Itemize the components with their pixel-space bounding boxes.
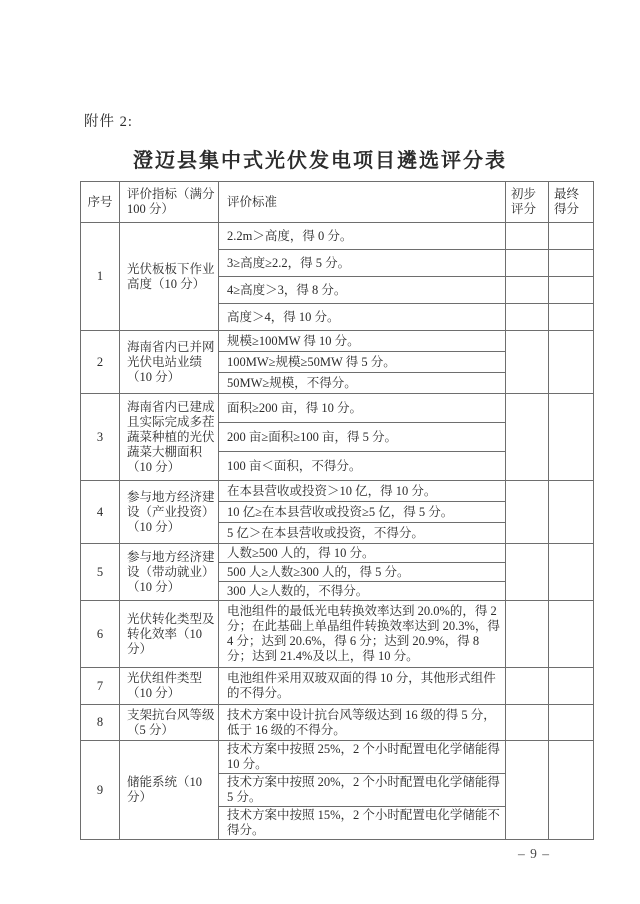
index-cell: 6	[81, 601, 120, 668]
indicator-cell: 光伏板板下作业高度（10 分）	[120, 223, 219, 331]
table-row	[81, 705, 594, 741]
criteria-cell: 2.2m＞高度，得 0 分。	[219, 223, 506, 250]
final-score-cell	[549, 394, 594, 481]
attachment-label: 附件 2:	[84, 114, 133, 130]
table-row	[81, 331, 594, 352]
final-score-cell	[549, 250, 594, 277]
preliminary-score-cell	[506, 250, 549, 277]
final-score-cell	[549, 304, 594, 331]
table-row	[81, 668, 594, 705]
final-score-cell	[549, 741, 594, 840]
indicator-cell: 支架抗台风等级（5 分）	[120, 705, 219, 741]
criteria-cell: 4≥高度＞3，得 8 分。	[219, 277, 506, 304]
preliminary-score-cell	[506, 304, 549, 331]
criteria-cell: 3≥高度≥2.2，得 5 分。	[219, 250, 506, 277]
criteria-cell: 电池组件采用双玻双面的得 10 分，其他形式组件的不得分。	[219, 668, 506, 705]
index-cell: 5	[81, 544, 120, 601]
preliminary-score-cell	[506, 331, 549, 394]
criteria-cell: 10 亿≥在本县营收或投资≥5 亿，得 5 分。	[219, 502, 506, 523]
criteria-cell: 电池组件的最低光电转换效率达到 20.0%的，得 2 分；在此基础上单晶组件转换效率达到 20.3%，得 4 分；达到 20.6%，得 6 分；达到 20.9%，得 8 分；达到 21.4%及以上，得 10 分。	[219, 601, 506, 668]
index-cell: 3	[81, 394, 120, 481]
preliminary-score-cell	[506, 394, 549, 481]
final-score-cell	[549, 544, 594, 601]
criteria-cell: 200 亩≥面积≥100 亩，得 5 分。	[219, 423, 506, 452]
indicator-cell: 参与地方经济建设（带动就业）（10 分）	[120, 544, 219, 601]
col-header-preliminary-score: 初步评分	[506, 182, 549, 223]
final-score-cell	[549, 668, 594, 705]
criteria-cell: 100 亩＜面积，不得分。	[219, 452, 506, 481]
index-cell: 9	[81, 741, 120, 840]
index-cell: 4	[81, 481, 120, 544]
criteria-cell: 300 人≥人数的，不得分。	[219, 582, 506, 601]
final-score-cell	[549, 331, 594, 394]
table-header-row	[81, 182, 594, 223]
preliminary-score-cell	[506, 601, 549, 668]
criteria-cell: 50MW≥规模，不得分。	[219, 373, 506, 394]
index-cell: 2	[81, 331, 120, 394]
preliminary-score-cell	[506, 668, 549, 705]
table-row	[81, 544, 594, 563]
criteria-cell: 技术方案中设计抗台风等级达到 16 级的得 5 分，低于 16 级的不得分。	[219, 705, 506, 741]
indicator-cell: 海南省内已建成且实际完成多茬蔬菜种植的光伏蔬菜大棚面积（10 分）	[120, 394, 219, 481]
col-header-final-score: 最终得分	[549, 182, 594, 223]
preliminary-score-cell	[506, 544, 549, 601]
col-header-indicator: 评价指标（满分 100 分）	[120, 182, 219, 223]
criteria-cell: 5 亿＞在本县营收或投资，不得分。	[219, 523, 506, 544]
col-header-index: 序号	[81, 182, 120, 223]
index-cell: 7	[81, 668, 120, 705]
preliminary-score-cell	[506, 705, 549, 741]
criteria-cell: 100MW≥规模≥50MW 得 5 分。	[219, 352, 506, 373]
indicator-cell: 海南省内已并网光伏电站业绩（10 分）	[120, 331, 219, 394]
criteria-cell: 技术方案中按照 15%，2 个小时配置电化学储能不得分。	[219, 807, 506, 840]
preliminary-score-cell	[506, 741, 549, 840]
col-header-criteria: 评价标准	[219, 182, 506, 223]
scoring-table	[80, 181, 594, 840]
final-score-cell	[549, 277, 594, 304]
indicator-cell: 光伏转化类型及转化效率（10 分）	[120, 601, 219, 668]
preliminary-score-cell	[506, 277, 549, 304]
criteria-cell: 技术方案中按照 20%，2 个小时配置电化学储能得 5 分。	[219, 774, 506, 807]
criteria-cell: 高度＞4，得 10 分。	[219, 304, 506, 331]
table-row	[81, 601, 594, 668]
index-cell: 8	[81, 705, 120, 741]
indicator-cell: 参与地方经济建设（产业投资）（10 分）	[120, 481, 219, 544]
preliminary-score-cell	[506, 481, 549, 544]
page-number: – 9 –	[518, 846, 550, 861]
indicator-cell: 光伏组件类型（10 分）	[120, 668, 219, 705]
indicator-cell: 储能系统（10 分）	[120, 741, 219, 840]
criteria-cell: 规模≥100MW 得 10 分。	[219, 331, 506, 352]
final-score-cell	[549, 705, 594, 741]
final-score-cell	[549, 223, 594, 250]
index-cell: 1	[81, 223, 120, 331]
table-row	[81, 223, 594, 250]
table-row	[81, 481, 594, 502]
final-score-cell	[549, 481, 594, 544]
criteria-cell: 人数≥500 人的，得 10 分。	[219, 544, 506, 563]
criteria-cell: 在本县营收或投资＞10 亿，得 10 分。	[219, 481, 506, 502]
doc-title: 澄迈县集中式光伏发电项目遴选评分表	[133, 150, 507, 172]
criteria-cell: 500 人≥人数≥300 人的，得 5 分。	[219, 563, 506, 582]
criteria-cell: 面积≥200 亩，得 10 分。	[219, 394, 506, 423]
preliminary-score-cell	[506, 223, 549, 250]
criteria-cell: 技术方案中按照 25%，2 个小时配置电化学储能得 10 分。	[219, 741, 506, 774]
table-row	[81, 741, 594, 774]
table-row	[81, 394, 594, 423]
final-score-cell	[549, 601, 594, 668]
